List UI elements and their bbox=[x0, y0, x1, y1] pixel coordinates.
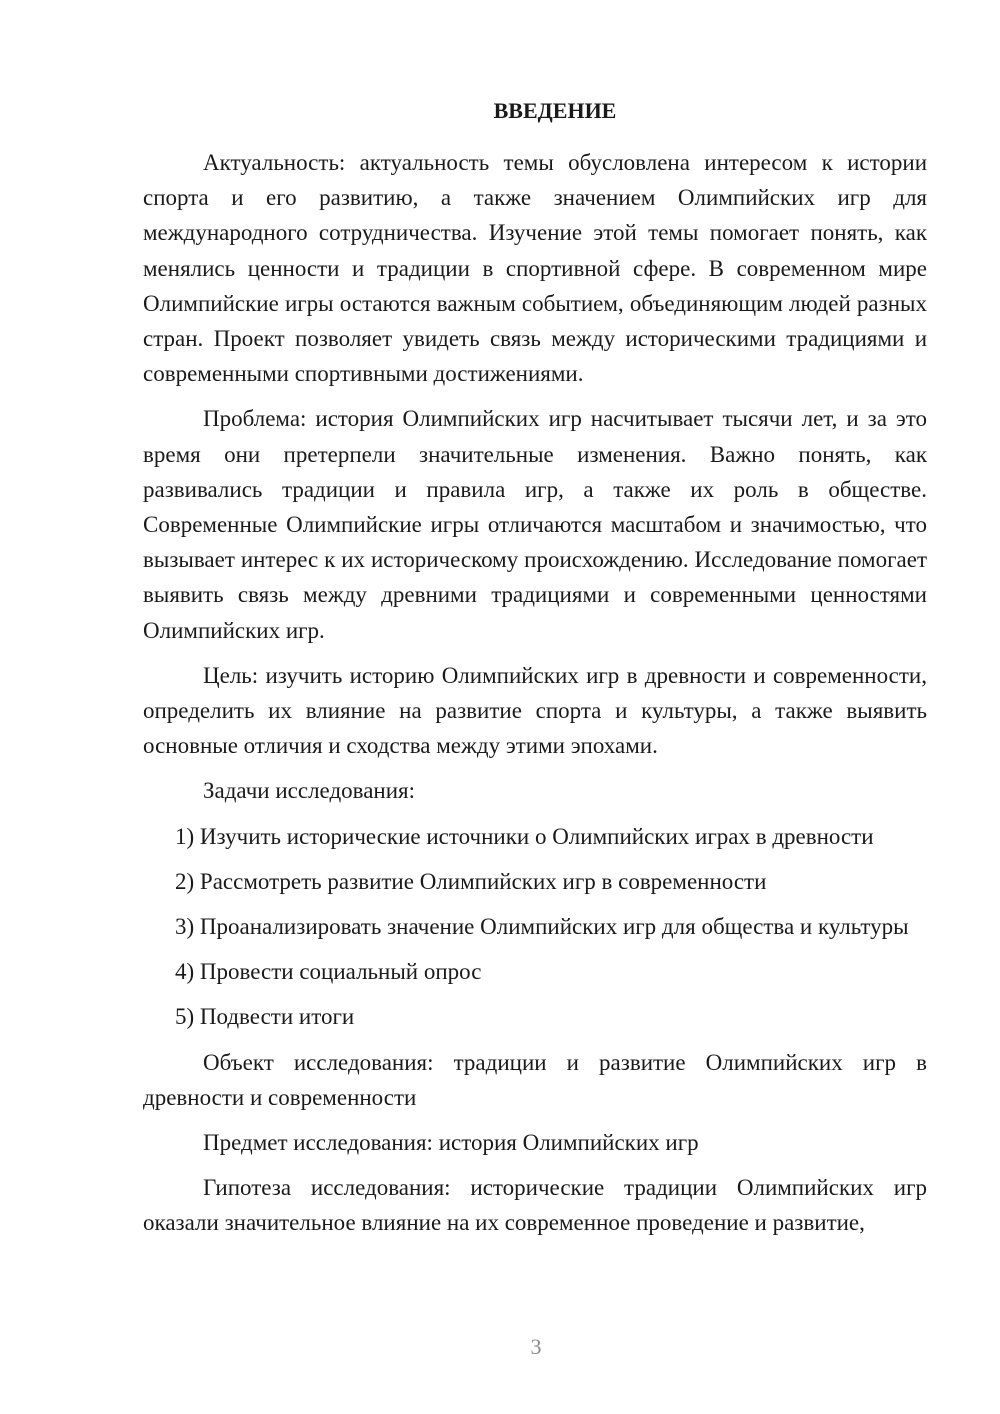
paragraph-subject: Предмет исследования: история Олимпийских игр bbox=[203, 1130, 699, 1156]
task-item-4: 4) Провести социальный опрос bbox=[175, 959, 482, 985]
paragraph-relevance: Актуальность: актуальность темы обусловлена интересом к истории спорта и его развитию, а также значением Олимпийских игр для международного сотрудничества. Изучение этой темы помогает понять, как менялись ценности и традиции в спортивной сфере. В современном мире Олимпийские игры остаются важным событием, объединяющим людей разных стран. Проект позволяет увидеть связь между историческими традициями и современными спортивными достижениями. bbox=[143, 150, 927, 387]
task-item-3: 3) Проанализировать значение Олимпийских игр для общества и культуры bbox=[175, 914, 909, 940]
paragraph-goal: Цель: изучить историю Олимпийских игр в древности и современности, определить их влияние на развитие спорта и культуры, а также выявить основные отличия и сходства между этими эпохами. bbox=[143, 662, 927, 759]
page-content bbox=[143, 94, 927, 1251]
paragraph-problem: Проблема: история Олимпийских игр насчитывает тысячи лет, и за это время они претерпели значительные изменения. Важно понять, как развивались традиции и правила игр, а также их роль в обществе. Современные Олимпийские игры отличаются масштабом и значимостью, что вызывает интерес к их историческому происхождению. Исследование помогает выявить связь между древними традициями и современными ценностями Олимпийских игр. bbox=[143, 406, 927, 643]
paragraph-tasks-heading: Задачи исследования: bbox=[203, 778, 416, 804]
task-item-1: 1) Изучить исторические источники о Олимпийских играх в древности bbox=[175, 823, 874, 849]
paragraph-object: Объект исследования: традиции и развитие Олимпийских игр в древности и современности bbox=[143, 1049, 927, 1110]
task-item-5: 5) Подвести итоги bbox=[175, 1004, 355, 1030]
task-item-2: 2) Рассмотреть развитие Олимпийских игр в современности bbox=[175, 868, 767, 894]
section-title: ВВЕДЕНИЕ bbox=[493, 98, 617, 123]
page-number: 3 bbox=[530, 1334, 542, 1359]
paragraph-hypothesis: Гипотеза исследования: исторические традиции Олимпийских игр оказали значительное влияние на их современное проведение и развитие, bbox=[143, 1175, 927, 1236]
